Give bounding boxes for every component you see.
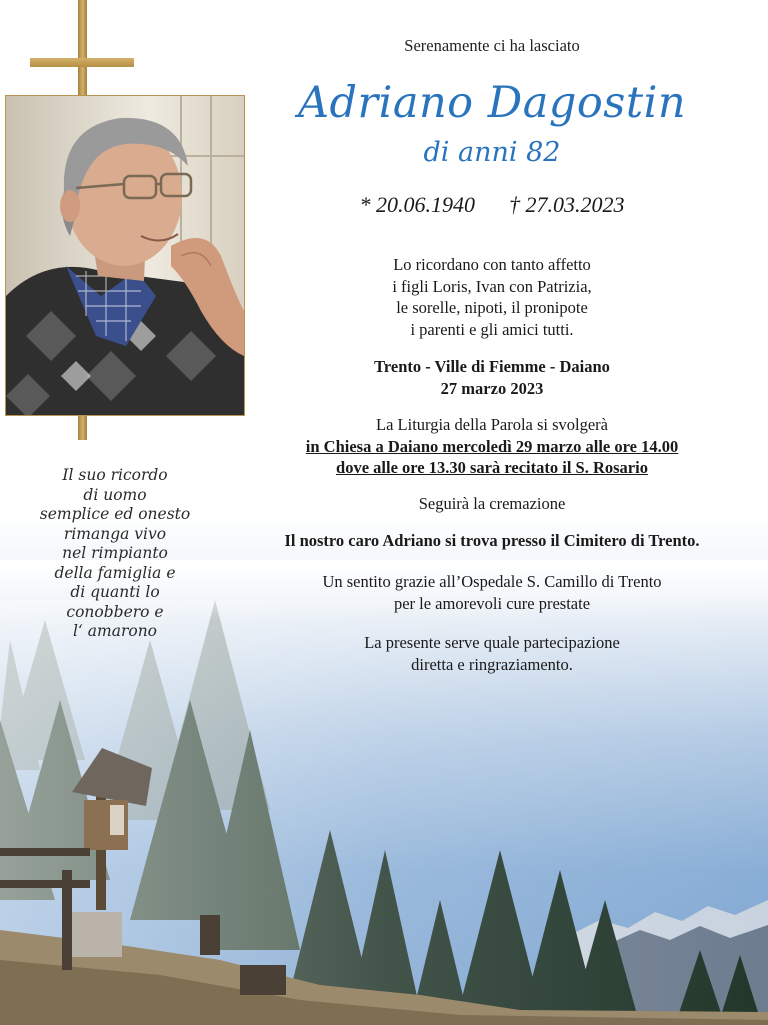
mourners-line: Lo ricordano con tanto affetto [393,255,591,274]
birth-date: * 20.06.1940 [359,192,475,217]
mourners-line: i parenti e gli amici tutti. [410,319,574,339]
rosary-line: dove alle ore 13.30 sarà recitato il S. Rosario [336,458,648,477]
thanks-line: per le amorevoli cure prestate [393,593,591,613]
place-and-date [236,356,748,399]
thanks-line: Un sentito grazie all’Ospedale S. Camillo di Trento [322,572,662,591]
quote-line: nel rimpianto [62,544,168,562]
ceremony-intro: La Liturgia della Parola si svolgerà [376,415,608,434]
quote-line: conobbero e [66,602,164,621]
deceased-age: di anni 82 [423,137,561,168]
quote-line: rimanga vivo [63,524,167,543]
quote-line: semplice ed onesto [39,505,191,523]
memorial-quote [20,466,210,642]
quote-line: della famiglia e [54,563,176,582]
ceremony-line: in Chiesa a Daiano mercoledì 29 marzo alle ore 14.00 [305,436,679,456]
death-date: † 27.03.2023 [509,192,625,217]
closing-line: diretta e ringraziamento. [411,654,573,674]
deceased-name: Adriano Dagostin [297,78,687,128]
resting-location: Il nostro caro Adriano si trova presso il Cimitero di Trento. [284,531,700,550]
places-line: Trento - Ville di Fiemme - Daiano [374,357,610,376]
notice-date: 27 marzo 2023 [440,378,544,398]
quote-line: di quanti lo [70,583,160,601]
ceremony-paragraph [236,414,748,479]
mourners-line: le sorelle, nipoti, il pronipote [396,298,588,317]
quote-line: di uomo [83,485,147,504]
cremation-note: Seguirà la cremazione [418,494,566,513]
mourners-paragraph [236,254,748,340]
intro-text: Serenamente ci ha lasciato [404,36,580,55]
closing-paragraph [236,632,748,675]
quote-line: Il suo ricordo [62,466,168,484]
life-dates [236,192,748,218]
closing-line: La presente serve quale partecipazione [364,633,620,652]
portrait-photo [5,95,245,416]
mourners-line: i figli Loris, Ivan con Patrizia, [392,276,592,296]
thanks-paragraph [236,571,748,614]
quote-line: l‘ amarono [72,622,158,640]
cross-arm [30,58,134,67]
